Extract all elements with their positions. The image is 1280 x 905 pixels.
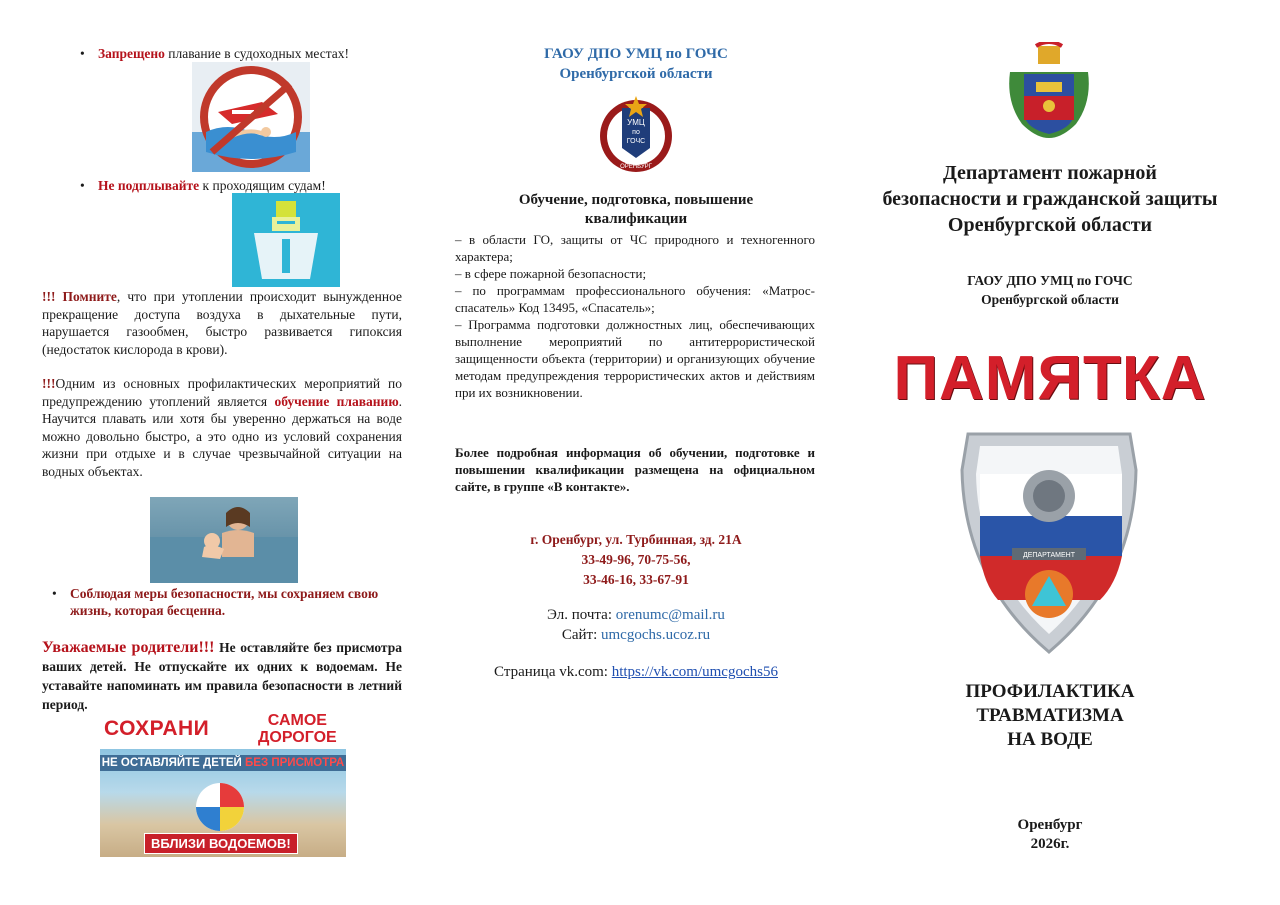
parents-title: Уважаемые родители!!! <box>42 639 215 656</box>
paragraph-text: Одним из основных профилактических мероприятий по предупреждению утоплений является <box>42 376 402 409</box>
warning-bold: Запрещено <box>98 46 165 61</box>
swimming-lessons-bold: обучение плаванию <box>274 393 399 409</box>
poster-banner-text: НЕ ОСТАВЛЯЙТЕ ДЕТЕЙ <box>101 757 246 769</box>
topic-line: НА ВОДЕ <box>1007 729 1093 750</box>
middle-column <box>455 0 817 905</box>
vk-line <box>455 662 817 682</box>
email-label: Эл. почта: <box>547 607 616 623</box>
left-column <box>42 0 404 905</box>
email-line <box>455 605 817 625</box>
paragraph-text: . Научится плавать или хотя бы уверенно держаться на воде можно довольно быстро, а это одно из условий сохранения жизни при отдыхе и в случае чрезвычайной ситуации на водных объектах. <box>42 393 403 479</box>
training-item: – в сфере пожарной безопасности; <box>455 266 647 281</box>
year: 2026г. <box>1030 836 1070 852</box>
emphasis-mark: !!! <box>42 376 56 391</box>
site-link[interactable]: umcgochs.ucoz.ru <box>601 627 711 643</box>
warning-no-approach <box>80 177 404 194</box>
safety-text: Соблюдая меры безопасности, мы сохраняем свою жизнь, которая бесценна. <box>70 586 379 618</box>
poster-beach-scene <box>100 749 346 857</box>
poster-banner-highlight: БЕЗ ПРИСМОТРА <box>245 757 345 769</box>
bullet-icon: • <box>80 46 85 61</box>
poster-save-text: СОХРАНИ <box>104 717 210 740</box>
org-name: ГАОУ ДПО УМЦ по ГОЧС <box>544 46 728 62</box>
pamyatka-title: ПАМЯТКА <box>893 344 1207 413</box>
city-year <box>860 816 1240 854</box>
right-column <box>860 0 1240 905</box>
training-list <box>455 231 815 401</box>
no-swimming-sign-image <box>192 62 310 172</box>
topic-line: ПРОФИЛАКТИКА <box>965 681 1135 702</box>
remember-text: , что при утоплении происходит вынужденное прекращение доступа воздуха в дыхательные пути, нарушается газообмен, быстро развивается гипоксия (недостаток кислорода в крови). <box>42 289 403 357</box>
poster-most-dear <box>258 712 337 746</box>
remember-paragraph <box>42 288 402 358</box>
warning-bold: Не подплывайте <box>98 178 200 193</box>
org-name: ГАОУ ДПО УМЦ по ГОЧС <box>967 273 1133 288</box>
poster-most-text: САМОЕ <box>267 712 327 729</box>
ship-icon <box>232 193 340 287</box>
coat-of-arms-icon <box>1006 42 1092 140</box>
contact-block <box>455 530 817 590</box>
safety-bullet <box>52 585 402 619</box>
remember-mark: !!! Помните <box>42 289 117 304</box>
warning-text: плавание в судоходных местах! <box>164 46 350 61</box>
vk-link[interactable]: https://vk.com/umcgochs56 <box>611 664 778 680</box>
emblem-label: по <box>632 129 640 136</box>
emblem-label: ГОЧС <box>626 138 646 145</box>
org-subheading <box>860 271 1240 309</box>
poster-dear-text: ДОРОГОЕ <box>258 729 337 746</box>
save-children-poster <box>100 711 346 857</box>
training-item: – в области ГО, защиты от ЧС природного и техногенного характера; <box>455 232 815 264</box>
warning-text: к проходящим судам! <box>199 178 326 193</box>
bullet-icon: • <box>52 586 57 601</box>
bullet-icon: • <box>80 178 85 193</box>
org-heading <box>455 44 817 84</box>
umc-emblem-icon <box>591 88 681 178</box>
poster-bottom-text: ВБЛИЗИ ВОДОЕМОВ! <box>144 833 298 854</box>
mother-child-photo <box>150 497 298 583</box>
vk-label: Страница vk.com: <box>494 664 612 680</box>
training-title: Обучение, подготовка, повышение квалификации <box>518 192 754 227</box>
topic-heading <box>860 680 1240 752</box>
site-line <box>455 625 817 645</box>
city: Оренбург <box>1017 817 1083 833</box>
department-line: безопасности и гражданской защиты <box>882 188 1218 210</box>
training-item: – Программа подготовки должностных лиц, обеспечивающих выполнение мероприятий по антитеррористической защищенности объекта (территории) и организующих обучение методам предупреждения террористических актов и действиям при их возникновении. <box>455 317 815 400</box>
emblem-ring-text: ОРЕНБУРГ <box>620 164 652 170</box>
department-heading <box>860 160 1240 238</box>
department-line: Оренбургской области <box>947 214 1153 236</box>
phone-numbers: 33-46-16, 33-67-91 <box>583 572 689 587</box>
org-region: Оренбургской области <box>981 292 1119 307</box>
department-line: Департамент пожарной <box>943 162 1157 184</box>
address: г. Оренбург, ул. Турбинная, зд. 21А <box>530 532 742 547</box>
parents-paragraph <box>42 638 402 714</box>
emblem-label: УМЦ <box>627 118 645 127</box>
phone-numbers: 33-49-96, 70-75-56, <box>581 552 691 567</box>
email-link[interactable]: orenumc@mail.ru <box>615 607 725 623</box>
site-label: Сайт: <box>561 627 602 643</box>
warning-no-swimming <box>80 45 404 62</box>
topic-line: ТРАВМАТИЗМА <box>976 705 1124 726</box>
department-shield-icon <box>960 430 1138 654</box>
badge-label: ДЕПАРТАМЕНТ <box>1022 552 1076 559</box>
parents-text: Не оставляйте без присмотра ваших детей. Не отпускайте их одних к водоемам. Не уставайте напоминать им правила безопасности в летний период. <box>42 640 402 712</box>
org-region: Оренбургской области <box>559 66 713 82</box>
more-info-text: Более подробная информация об обучении, подготовке и повышении квалификации размещена на официальном сайте, в группе «В контакте». <box>455 445 815 494</box>
online-contacts <box>455 605 817 682</box>
training-item: – по программам профессионального обучения: «Матрос-спасатель» Код 13495, «Спасатель»; <box>455 283 815 315</box>
swimming-lessons-paragraph <box>42 375 402 480</box>
